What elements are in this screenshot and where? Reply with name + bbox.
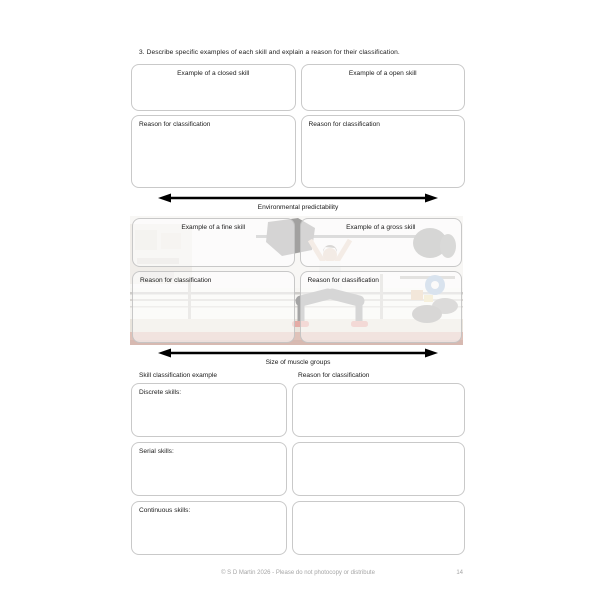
copyright-text: © S D Martin 2026 - Please do not photocopy or distribute <box>221 570 375 576</box>
muscle-groups-axis <box>131 348 465 366</box>
closed-skill-reason-title: Reason for classification <box>139 121 211 128</box>
double-headed-arrow-icon <box>158 348 438 358</box>
closed-skill-reason-box <box>131 115 296 188</box>
gross-skill-example-title: Example of a gross skill <box>346 224 416 231</box>
discrete-skills-reason-box <box>292 383 465 437</box>
environmental-predictability-section <box>131 64 465 188</box>
page-footer <box>131 570 465 582</box>
serial-skills-reason-box <box>292 442 465 496</box>
page-number: 14 <box>456 570 463 576</box>
table-row <box>131 383 465 437</box>
discrete-skills-box <box>131 383 287 437</box>
open-skill-example-title: Example of a open skill <box>348 70 417 77</box>
closed-skill-example-title: Example of a closed skill <box>177 70 250 77</box>
discrete-skills-label: Discrete skills: <box>139 389 182 396</box>
continuous-skills-reason-box <box>292 501 465 555</box>
continuity-table <box>131 372 465 560</box>
gross-skill-reason-title: Reason for classification <box>307 277 379 284</box>
table-header-reason: Reason for classification <box>298 372 370 379</box>
gross-skill-reason-box <box>300 271 463 343</box>
open-skill-reason-title: Reason for classification <box>308 121 380 128</box>
environmental-axis-label: Environmental predictability <box>257 204 339 211</box>
open-skill-example-box <box>301 64 466 111</box>
serial-skills-label: Serial skills: <box>139 448 174 455</box>
continuous-skills-box <box>131 501 287 555</box>
fine-skill-reason-title: Reason for classification <box>140 277 212 284</box>
table-row <box>131 501 465 555</box>
environmental-predictability-axis <box>131 193 465 211</box>
fine-skill-reason-box <box>132 271 295 343</box>
gross-skill-example-box <box>300 218 463 267</box>
open-skill-reason-box <box>301 115 466 188</box>
fine-skill-example-box <box>132 218 295 267</box>
closed-skill-example-box <box>131 64 296 111</box>
fine-skill-example-title: Example of a fine skill <box>181 224 246 231</box>
table-header-skill-example: Skill classification example <box>139 372 218 379</box>
continuous-skills-label: Continuous skills: <box>139 507 191 514</box>
serial-skills-box <box>131 442 287 496</box>
table-row <box>131 442 465 496</box>
double-headed-arrow-icon <box>158 193 438 203</box>
size-of-muscle-groups-section <box>130 216 463 345</box>
muscle-axis-label: Size of muscle groups <box>265 359 331 366</box>
question-heading: 3. Describe specific examples of each skill and explain a reason for their classification. <box>139 49 400 56</box>
